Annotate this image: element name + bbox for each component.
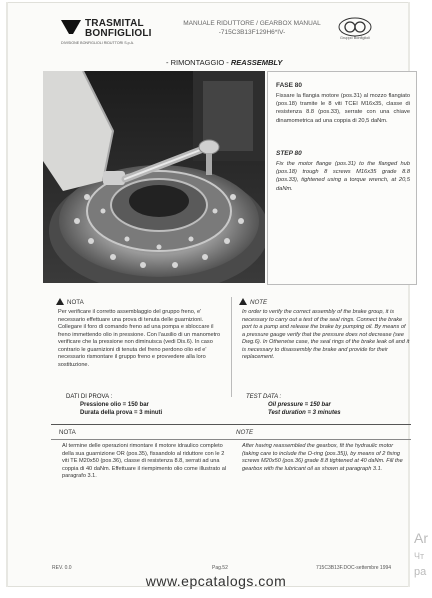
- section-divider: [51, 424, 411, 425]
- note2-heading: NOTE: [236, 429, 254, 436]
- company-logo: [61, 18, 152, 50]
- step-text-en: Fix the motor flange (pos.31) to the flanged hub (pos.18) trough 8 screws M16x35 grade 8.8 (pos.33), tightened using a torque wrench, at 20,5 daNm.: [276, 161, 410, 192]
- assembly-photo: [43, 71, 265, 283]
- heading-divider: [51, 439, 411, 440]
- nota2-heading: NOTA: [59, 429, 76, 436]
- logo-line2: BONFIGLIOLI: [85, 28, 152, 39]
- note1-heading: [239, 298, 267, 306]
- nota1-heading: [56, 298, 84, 306]
- note1-heading-label: NOTE: [250, 299, 268, 306]
- watermark-link[interactable]: www.epcatalogs.com: [145, 573, 287, 589]
- step-box: [267, 71, 417, 285]
- column-divider: [231, 297, 232, 397]
- header-title-line2: -715C3B13F129H6*IV-: [218, 29, 286, 36]
- section-title-en: REASSEMBLY: [230, 58, 283, 67]
- header-title: [154, 19, 350, 37]
- footer-page-number: Pag.52: [212, 565, 228, 571]
- step-text-it: Fissare la flangia motore (pos.31) al mozzo flangiato (pos.18) tramite le 8 viti TCEI M16x35, classe di resistenza 8.8 (pos.33), serrate con una chiave dinamometrica ad una coppia di 20,5 daNm.: [276, 93, 410, 124]
- logo-mark-icon: [61, 20, 81, 34]
- test-data-it: [66, 394, 162, 417]
- step-heading-en: STEP 80: [276, 150, 302, 157]
- warning-icon: [56, 298, 64, 305]
- section-title: [166, 58, 282, 67]
- step-heading-it: FASE 80: [276, 82, 303, 89]
- header-title-line1: MANUALE RIDUTTORE / GEARBOX MANUAL: [183, 20, 321, 27]
- test-data-en-line2: Test duration = 3 minutes: [268, 409, 341, 416]
- test-data-it-line1: Pressione olio = 150 bar: [80, 401, 149, 408]
- test-data-it-title: DATI DI PROVA :: [66, 394, 113, 400]
- logo-subtitle: DIVISIONE BONFIGLIOLI RIDUTTORI S.p.A.: [61, 41, 135, 45]
- group-brand-logo-icon: [337, 16, 373, 46]
- side-text-c: ра: [414, 566, 427, 578]
- nota1-heading-label: NOTA: [67, 299, 84, 306]
- note2-text: After having reassembled the gearbox, fit the hydraulic motor (taking care to include the O-ring (pos.35)), by means of 2 fixing screws M20x50 (pos.36) grade 8.8 tightened at 40 daNm. Fill the gearbox with the lubricant oil as shown at paragraph 3.1.: [242, 443, 403, 472]
- test-data-it-line2: Durata della prova = 3 minuti: [80, 409, 163, 416]
- nota1-text: Per verificare il corretto assemblaggio del gruppo freno, e' necessario effettuare una prova di tenuta delle guarnizioni. Collegare il foro di comando freno ad una pompa e sbloccare il freno immettendo olio in pressione. Con l'ausilio di un manometro verificare che la pressione non diminuisca (vedi Dis.6). In caso contrario le guarnizioni di tenuta del freno perdono olio ed e' necessario rismontare il gruppo freno e provvedere alla loro sostituzione.: [58, 309, 221, 368]
- manual-page: [6, 2, 410, 587]
- test-data-en-line1: Oil pressure = 150 bar: [268, 401, 331, 408]
- section-title-it: - RIMONTAGGIO -: [166, 58, 231, 67]
- footer-revision: REV. 0.0: [52, 565, 72, 571]
- test-data-en: [246, 394, 341, 417]
- test-data-en-title: TEST DATA :: [246, 394, 282, 400]
- warning-icon: [239, 298, 247, 305]
- nota2-text: Al termine delle operazioni rimontare il motore idraulico completo della sua guarnizione OR (pos.35), fissandolo al riduttore con le 2 viti TE M20x50 (pos.36), classe di resistenza 8.8, serrati ad una coppia di 40 daNm. Effettuare il riempimento olio come illustrato al paragrafo 3.1.: [62, 443, 227, 479]
- side-text-a: Ar: [414, 530, 428, 546]
- side-text-b: Чт: [414, 551, 425, 561]
- logo-line1: TRASMITAL: [85, 18, 144, 29]
- brand-name: Gruppo Bonfiglioli: [340, 36, 370, 40]
- note1-text: In order to verify the correct assembly of the brake group, it is necessary to carry out a test of the seal rings. Connect the brake port to a pump and release the brake by pumping oil. By means of a pressure gauge verify that the pressure does not decrease (see Dwg.6). In Otherwise case, the seal rings of the brake leak oil and it is necessary to disassembly the brake and provide for their replacement.: [242, 309, 410, 360]
- footer-document: 715C3B13F.DOC-settembre 1994: [316, 565, 392, 571]
